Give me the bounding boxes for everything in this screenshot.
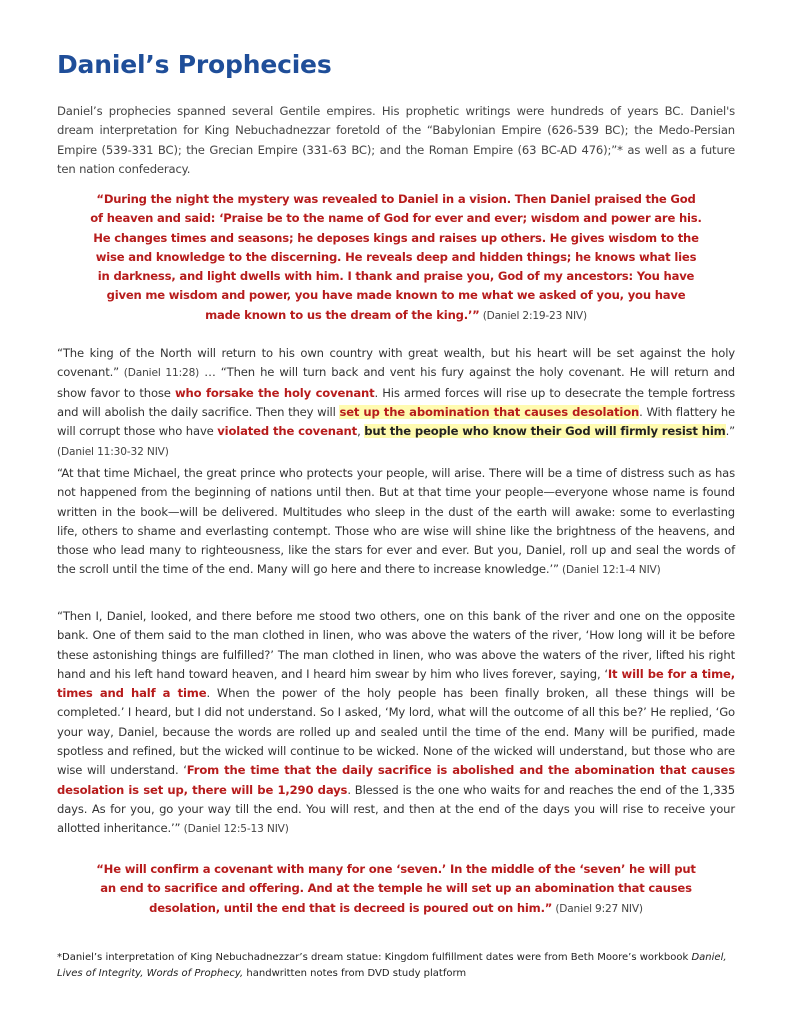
emphasis-text: From the time that the daily sacrifice is abolished and the abomination that causes desolation is set up, there will be 1,290 days — [57, 763, 735, 797]
emphasis-text: who forsake the holy covenant — [174, 385, 375, 400]
paragraph-daniel-12-1 — [57, 464, 735, 581]
scripture-reference: (Daniel 2:19-23 NIV) — [479, 309, 587, 322]
scripture-reference: (Daniel 12:1-4 NIV) — [558, 564, 661, 577]
text-segment: . When the power of the holy people has been finally broken, all these things will be completed.’ I heard, but I did not understand. So I asked, ‘My lord, what will the outcome of all this be?’ He replied, ‘Go your way, Daniel, because the words are rolled up and sealed until the time of the end. Many will be purified, made spotless and refined, but the wicked will continue to be wicked. None of the wicked will understand, but those who are wise will understand. ‘ — [57, 686, 735, 778]
quote-text: “During the night the mystery was revealed to Daniel in a vision. Then Daniel praised the God of heaven and said: ‘Praise be to the name of God for ever and ever; wisdom and power are his. He changes times and seasons; he deposes kings and raises up others. He gives wisdom to the wise and knowledge to the discerning. He reveals deep and hidden things; he knows what lies in darkness, and light dwells with him. I thank and praise you, God of my ancestors: You have given me wisdom and power, you have made known to me what we asked of you, you have made known to us the dream of the king.’” — [90, 192, 702, 322]
scripture-quote-daniel-2 — [90, 190, 702, 326]
scripture-reference: (Daniel 9:27 NIV) — [552, 902, 643, 915]
text-segment: “At that time Michael, the great prince who protects your people, will arise. There will be a time of distress such as has not happened from the beginning of nations until then. But at that time your people—everyone whose name is found written in the book—will be delivered. Multitudes who sleep in the dust of the earth will awake: some to everlasting life, others to shame and everlasting contempt. Those who are wise will shine like the brightness of the heavens, and those who lead many to righteousness, like the stars for ever and ever. But you, Daniel, roll up and seal the words of the scroll until the time of the end. Many will go here and there to increase knowledge.’” — [57, 466, 735, 577]
footnote — [57, 950, 735, 981]
scripture-reference: (Daniel 11:28) — [119, 367, 200, 380]
text-segment: . His armed forces will rise up to desecrate the temple fortress and will abolish the daily sacrifice. Then they will — [57, 385, 735, 419]
intro-paragraph: Daniel’s prophecies spanned several Gentile empires. His prophetic writings were hundreds of years BC. Daniel's dream interpretation for King Nebuchadnezzar foretold of the “Babylonian Empire (626-539 BC); the Medo-Persian Empire (539-331 BC); the Grecian Empire (331-63 BC); and the Roman Empire (63 BC-AD 476);”* as well as a future ten nation confederacy. — [57, 104, 735, 176]
book-title: Daniel, Lives of Integrity, Words of Prophecy, — [57, 952, 727, 979]
footnote-text: *Daniel’s interpretation of King Nebuchadnezzar’s dream statue: Kingdom fulfillment dates were from Beth Moore’s workbook — [57, 952, 692, 963]
page-title: Daniel’s Prophecies — [57, 50, 332, 79]
text-segment: . Blessed is the one who waits for and reaches the end of the 1,335 days. As for you, go your way till the end. You will rest, and then at the end of the days you will rise to receive your allotted inheritance.’” — [57, 782, 735, 836]
paragraph-daniel-12-5 — [57, 607, 735, 840]
emphasis-text: violated the covenant — [217, 424, 358, 439]
footnote-text: handwritten notes from DVD study platform — [243, 967, 467, 979]
emphasis-text: It will be for a time, times and half a time — [57, 666, 736, 701]
highlighted-bold-text: but the people who know their God will firmly resist him — [364, 424, 726, 439]
scripture-reference: (Daniel 11:30-32 NIV) — [57, 446, 169, 459]
highlighted-emphasis-text: set up the abomination that causes desolation — [339, 404, 640, 419]
scripture-reference: (Daniel 12:5-13 NIV) — [180, 823, 289, 836]
text-segment: , — [357, 424, 365, 439]
text-segment: … “Then he will turn back and vent his fury against the holy covenant. He will return and show favor to those — [57, 365, 735, 400]
text-segment: . With flattery he will corrupt those who have — [57, 404, 735, 439]
text-segment: .” — [725, 424, 736, 439]
quote-text: “He will confirm a covenant with many for one ‘seven.’ In the middle of the ‘seven’ he will put an end to sacrifice and offering. And at the temple he will set up an abomination that causes desolation, until the end that is decreed is poured out on him.” — [96, 862, 696, 915]
text-segment: “The king of the North will return to his own country with great wealth, but his heart will be set against the holy covenant.” — [57, 346, 735, 380]
scripture-quote-daniel-9 — [90, 860, 702, 919]
paragraph-daniel-11 — [57, 344, 735, 463]
text-segment: “Then I, Daniel, looked, and there before me stood two others, one on this bank of the river and one on the opposite bank. One of them said to the man clothed in linen, who was above the waters of the river, ‘How long will it be before these astonishing things are fulfilled?’ The man clothed in linen, who was above the waters of the river, lifted his right hand and his left hand toward heaven, and I heard him swear by him who lives forever, saying, ‘ — [57, 609, 735, 681]
